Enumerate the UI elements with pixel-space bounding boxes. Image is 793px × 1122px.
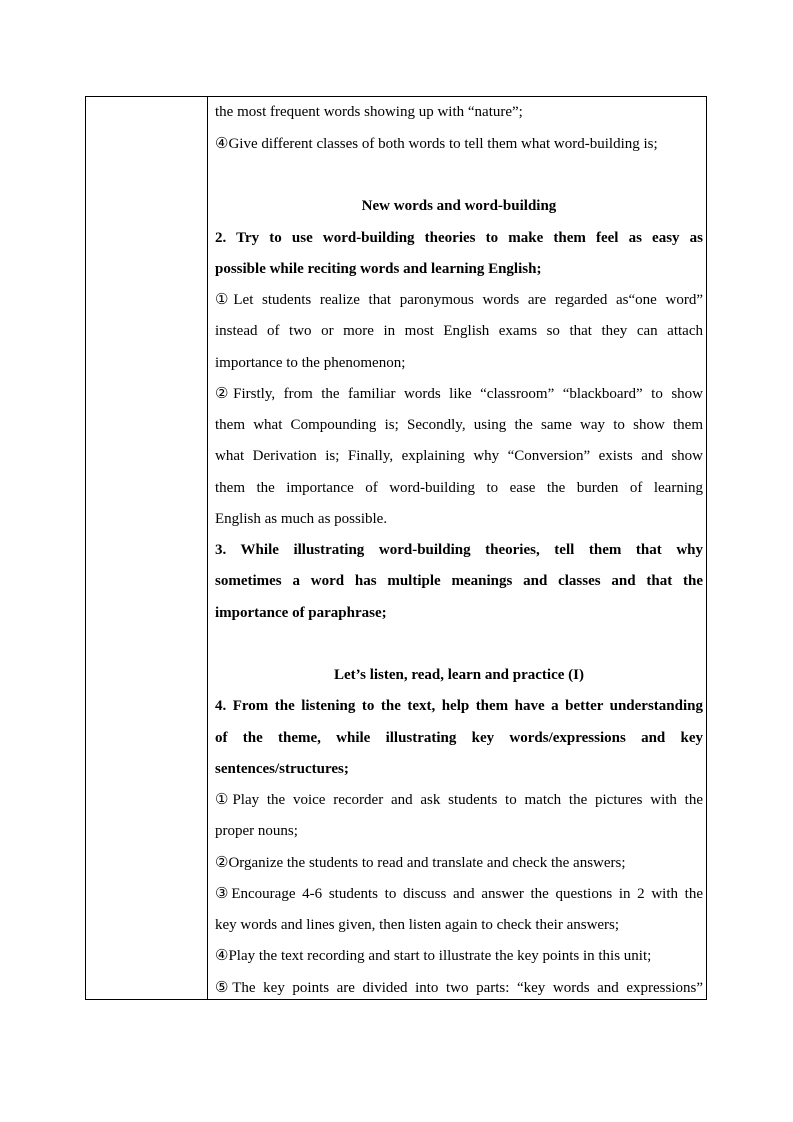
text-line: what Derivation is; Finally, explaining why “Conversion” exists and show [215, 448, 703, 464]
blank-line [215, 629, 703, 660]
text-line: ②Firstly, from the familiar words like “classroom” “blackboard” to show [215, 386, 703, 402]
text-line: ④Play the text recording and start to illustrate the key points in this unit; [215, 948, 652, 964]
left-column-cell [86, 97, 208, 999]
text-line: proper nouns; [215, 823, 298, 839]
text-line: 4. From the listening to the text, help them have a better understanding [215, 698, 703, 714]
text-line: sometimes a word has multiple meanings and classes and that the [215, 573, 703, 589]
text-line: instead of two or more in most English exams so that they can attach [215, 323, 703, 339]
text-line: ③Encourage 4-6 students to discuss and answer the questions in 2 with the [215, 886, 703, 902]
text-line: importance of paraphrase; [215, 605, 387, 621]
section-heading: Let’s listen, read, learn and practice (I) [334, 667, 584, 683]
lesson-plan-table [85, 96, 707, 1000]
text-line: sentences/structures; [215, 761, 349, 777]
text-line: ②Organize the students to read and translate and check the answers; [215, 855, 626, 871]
section-heading: New words and word-building [361, 198, 557, 214]
text-line: the most frequent words showing up with “nature”; [215, 104, 523, 120]
text-line: 3. While illustrating word-building theories, tell them that why [215, 542, 703, 558]
text-line: ④Give different classes of both words to tell them what word-building is; [215, 136, 658, 152]
blank-line [215, 160, 703, 191]
text-line: them what Compounding is; Secondly, using the same way to show them [215, 417, 703, 433]
text-line: them the importance of word-building to ease the burden of learning [215, 480, 703, 496]
text-line: ①Play the voice recorder and ask students to match the pictures with the [215, 792, 703, 808]
text-line: importance to the phenomenon; [215, 355, 406, 371]
text-line: ⑤The key points are divided into two parts: “key words and expressions” [215, 980, 703, 996]
text-line: possible while reciting words and learning English; [215, 261, 542, 277]
text-line: 2. Try to use word-building theories to make them feel as easy as [215, 230, 703, 246]
text-line: ①Let students realize that paronymous words are regarded as“one word” [215, 292, 703, 308]
text-line: English as much as possible. [215, 511, 388, 527]
text-line: of the theme, while illustrating key words/expressions and key [215, 730, 703, 746]
text-line: key words and lines given, then listen again to check their answers; [215, 917, 620, 933]
